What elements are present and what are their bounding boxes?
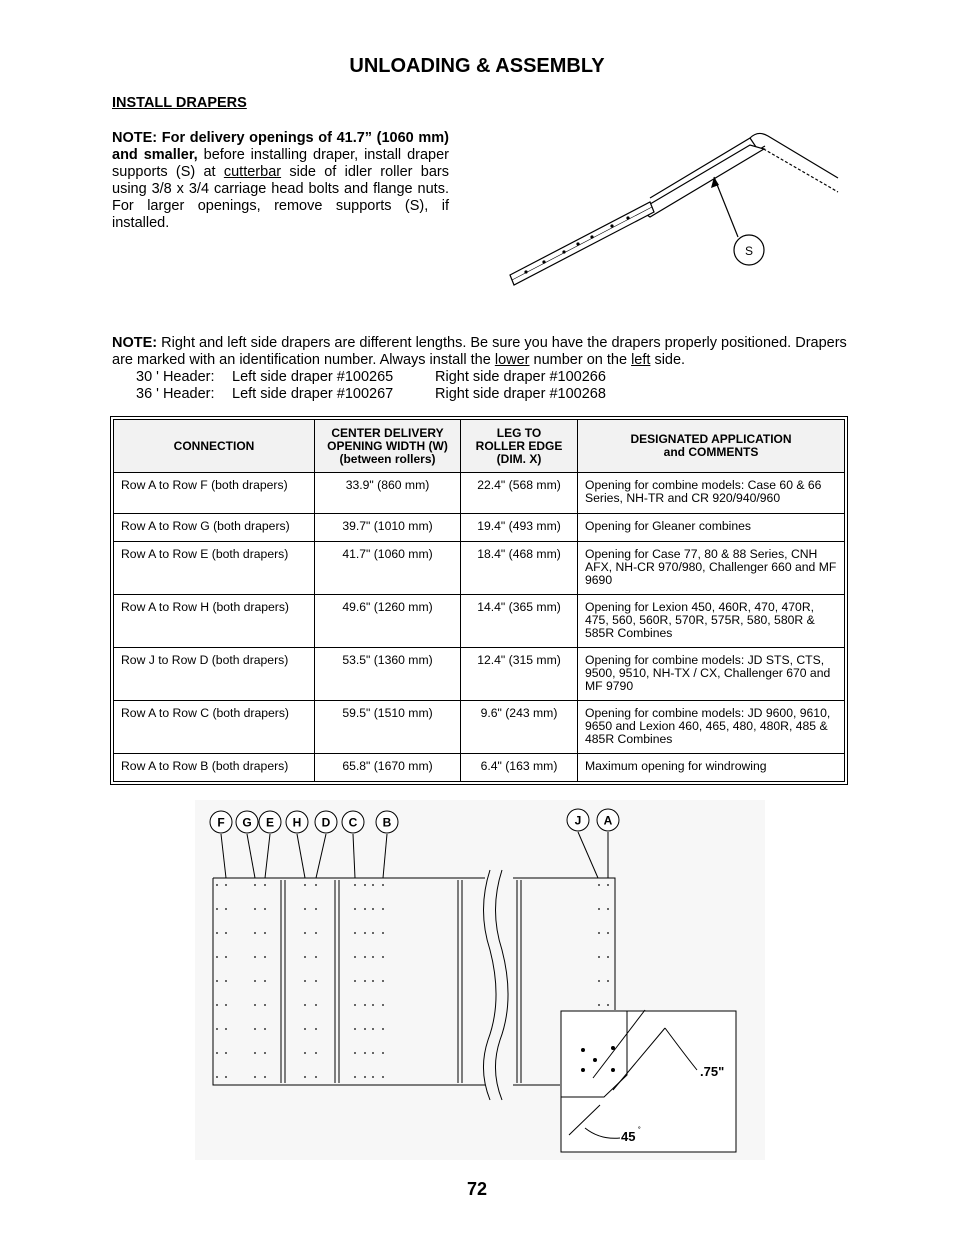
header-line: CENTER DELIVERY bbox=[331, 425, 444, 440]
hole-dot bbox=[315, 956, 317, 958]
support-callout-label: S bbox=[744, 244, 754, 258]
header-draper-row bbox=[112, 369, 852, 386]
hole-dot bbox=[382, 1028, 384, 1030]
hole-dot bbox=[225, 884, 227, 886]
hole-dot bbox=[598, 908, 600, 910]
hole-dot bbox=[254, 1076, 256, 1078]
hole-dot bbox=[598, 956, 600, 958]
hole-dot bbox=[216, 1004, 218, 1006]
cell-leg: 14.4" (365 mm) bbox=[461, 595, 578, 648]
hole-dot bbox=[315, 1004, 317, 1006]
table-header-row bbox=[114, 420, 845, 473]
hole-dot bbox=[607, 1004, 609, 1006]
hole-dot bbox=[264, 1076, 266, 1078]
hole-dot bbox=[254, 1028, 256, 1030]
header-line: OPENING WIDTH (W) bbox=[327, 438, 448, 453]
hole-dot bbox=[254, 932, 256, 934]
hole-dot bbox=[382, 908, 384, 910]
dimension-angle-unit: ˚ bbox=[638, 1126, 641, 1136]
header-size: 30 ' Header: bbox=[136, 369, 215, 385]
hole-dot bbox=[264, 1052, 266, 1054]
cell-width: 53.5" (1360 mm) bbox=[315, 648, 461, 701]
hole-dot bbox=[304, 1076, 306, 1078]
col-leg-to-roller bbox=[461, 420, 578, 473]
note1-text-b: side of idler roller bars using 3/8 x 3/4 carriage head bolts and flange nuts. For larger openings, remove supports (S), if installed. bbox=[112, 164, 449, 231]
hole-dot bbox=[598, 1004, 600, 1006]
header-line: (DIM. X) bbox=[496, 451, 542, 466]
table-row bbox=[114, 542, 845, 595]
right-draper-number: Right side draper #100268 bbox=[435, 386, 606, 402]
hole-dot bbox=[254, 884, 256, 886]
note2-text-b: number on the bbox=[529, 352, 632, 368]
table-row bbox=[114, 754, 845, 782]
hole-dot bbox=[315, 884, 317, 886]
hole-dot bbox=[315, 1028, 317, 1030]
header-line: and COMMENTS bbox=[663, 445, 759, 459]
cell-leg: 18.4" (468 mm) bbox=[461, 542, 578, 595]
hole-dot bbox=[354, 956, 356, 958]
hole-dot bbox=[225, 1028, 227, 1030]
hole-dot bbox=[264, 956, 266, 958]
dimension-offset-label: .75" bbox=[700, 1064, 725, 1079]
cell-connection: Row A to Row C (both drapers) bbox=[114, 701, 315, 754]
hole-dot bbox=[216, 932, 218, 934]
header-line: LEG TO bbox=[496, 425, 542, 440]
hole-dot bbox=[372, 980, 374, 982]
hole-dot bbox=[225, 908, 227, 910]
hole-dot bbox=[216, 1076, 218, 1078]
header-size: 36 ' Header: bbox=[136, 386, 215, 402]
row-callout-label: H bbox=[292, 815, 302, 830]
row-callout-label: F bbox=[217, 815, 225, 830]
hole-dot bbox=[598, 884, 600, 886]
page-number: 72 bbox=[466, 1179, 488, 1199]
hole-dot bbox=[254, 908, 256, 910]
hole-dot bbox=[304, 908, 306, 910]
hole-dot bbox=[354, 1052, 356, 1054]
section-heading: INSTALL DRAPERS bbox=[112, 95, 247, 111]
hole-dot bbox=[216, 980, 218, 982]
hole-dot bbox=[364, 980, 366, 982]
hole-dot bbox=[354, 908, 356, 910]
hole-dot bbox=[264, 908, 266, 910]
hole-dot bbox=[372, 1076, 374, 1078]
cell-leg: 9.6" (243 mm) bbox=[461, 701, 578, 754]
table-row bbox=[114, 595, 845, 648]
hole-dot bbox=[304, 884, 306, 886]
row-callout-label: E bbox=[265, 815, 275, 830]
table-row bbox=[114, 648, 845, 701]
cell-comment: Maximum opening for windrowing bbox=[578, 754, 845, 782]
page-title: UNLOADING & ASSEMBLY bbox=[349, 55, 605, 77]
hole-dot bbox=[607, 932, 609, 934]
cell-leg: 6.4" (163 mm) bbox=[461, 754, 578, 782]
cell-connection: Row A to Row F (both drapers) bbox=[114, 473, 315, 514]
hole-dot bbox=[254, 980, 256, 982]
hole-dot bbox=[304, 1052, 306, 1054]
note2-text-c: side. bbox=[650, 352, 686, 368]
hole-dot bbox=[304, 1028, 306, 1030]
cell-comment: Opening for Case 77, 80 & 88 Series, CNH AFX, NH-CR 970/980, Challenger 660 and MF 9690 bbox=[578, 542, 845, 595]
cell-width: 65.8" (1670 mm) bbox=[315, 754, 461, 782]
hole-dot bbox=[382, 980, 384, 982]
header-line: (between rollers) bbox=[339, 451, 436, 466]
note2-lower: lower bbox=[494, 352, 530, 368]
hole-dot bbox=[354, 1076, 356, 1078]
hole-dot bbox=[382, 1052, 384, 1054]
note-draper-lengths bbox=[112, 335, 852, 403]
dimension-angle-label: 45 bbox=[621, 1129, 636, 1144]
hole-dot bbox=[382, 884, 384, 886]
hole-dot bbox=[254, 1052, 256, 1054]
header-draper-row bbox=[112, 386, 852, 403]
header-line: ROLLER EDGE bbox=[475, 438, 563, 453]
note1-underlined: cutterbar bbox=[223, 164, 282, 180]
hole-dot bbox=[382, 1076, 384, 1078]
cell-width: 59.5" (1510 mm) bbox=[315, 701, 461, 754]
note2-left: left bbox=[631, 352, 651, 368]
cell-width: 33.9" (860 mm) bbox=[315, 473, 461, 514]
hole-dot bbox=[354, 884, 356, 886]
hole-dot bbox=[364, 932, 366, 934]
hole-dot bbox=[264, 932, 266, 934]
cell-connection: Row J to Row D (both drapers) bbox=[114, 648, 315, 701]
row-callout-label: C bbox=[348, 815, 358, 830]
hole-dot bbox=[264, 1028, 266, 1030]
note1-bold: NOTE: For delivery openings of 41.7” (1060 mm) and smaller, bbox=[112, 130, 449, 163]
header-line: DESIGNATED APPLICATION bbox=[630, 432, 792, 446]
hole-dot bbox=[315, 932, 317, 934]
hole-dot bbox=[216, 956, 218, 958]
hole-dot bbox=[372, 1028, 374, 1030]
hole-dot bbox=[364, 1076, 366, 1078]
hole-dot bbox=[225, 932, 227, 934]
hole-dot bbox=[598, 980, 600, 982]
hole-dot bbox=[216, 884, 218, 886]
cell-connection: Row A to Row E (both drapers) bbox=[114, 542, 315, 595]
note2-text-a: Right and left side drapers are different lengths. Be sure you have the drapers properly positioned. Drapers are marked with an identification number. Always install the bbox=[112, 335, 847, 368]
cell-width: 41.7" (1060 mm) bbox=[315, 542, 461, 595]
cell-connection: Row A to Row B (both drapers) bbox=[114, 754, 315, 782]
hole-dot bbox=[225, 1052, 227, 1054]
hole-dot bbox=[382, 932, 384, 934]
hole-dot bbox=[254, 1004, 256, 1006]
hole-dot bbox=[225, 980, 227, 982]
hole-dot bbox=[364, 1004, 366, 1006]
note2-label: NOTE: bbox=[112, 335, 158, 351]
left-draper-number: Left side draper #100267 bbox=[232, 386, 394, 402]
hole-dot bbox=[364, 956, 366, 958]
hole-dot bbox=[304, 980, 306, 982]
hole-dot bbox=[315, 908, 317, 910]
row-callout-label: B bbox=[382, 815, 392, 830]
hole-dot bbox=[225, 956, 227, 958]
hole-dot bbox=[372, 1052, 374, 1054]
hole-dot bbox=[354, 932, 356, 934]
cell-comment: Opening for Gleaner combines bbox=[578, 514, 845, 542]
hole-dot bbox=[315, 1076, 317, 1078]
hole-dot bbox=[607, 956, 609, 958]
cell-comment: Opening for Lexion 450, 460R, 470, 470R, 475, 560, 560R, 570R, 575R, 580, 580R & 585R Combines bbox=[578, 595, 845, 648]
hole-dot bbox=[304, 932, 306, 934]
col-connection: CONNECTION bbox=[114, 420, 315, 473]
hole-dot bbox=[372, 884, 374, 886]
hole-dot bbox=[315, 980, 317, 982]
note-delivery-openings bbox=[112, 130, 449, 232]
hole-dot bbox=[216, 1028, 218, 1030]
row-callout-label: D bbox=[321, 815, 331, 830]
table-row bbox=[114, 514, 845, 542]
hole-dot bbox=[372, 908, 374, 910]
right-draper-number: Right side draper #100266 bbox=[435, 369, 606, 385]
hole-dot bbox=[598, 932, 600, 934]
hole-dot bbox=[382, 956, 384, 958]
hole-dot bbox=[216, 908, 218, 910]
hole-dot bbox=[225, 1004, 227, 1006]
hole-dot bbox=[354, 1004, 356, 1006]
hole-dot bbox=[607, 908, 609, 910]
cell-leg: 12.4" (315 mm) bbox=[461, 648, 578, 701]
hole-dot bbox=[607, 884, 609, 886]
draper-support-illustration bbox=[500, 120, 845, 295]
hole-dot bbox=[364, 884, 366, 886]
hole-dot bbox=[225, 1076, 227, 1078]
table-row bbox=[114, 473, 845, 514]
hole-dot bbox=[372, 932, 374, 934]
row-callout-label: A bbox=[603, 813, 613, 828]
hole-dot bbox=[315, 1052, 317, 1054]
row-callout-label: G bbox=[242, 815, 252, 830]
hole-dot bbox=[364, 908, 366, 910]
cell-comment: Opening for combine models: JD STS, CTS, 9500, 9510, NH-TX / CX, Challenger 670 and MF 9790 bbox=[578, 648, 845, 701]
hole-dot bbox=[372, 1004, 374, 1006]
cell-width: 49.6" (1260 mm) bbox=[315, 595, 461, 648]
hole-dot bbox=[372, 956, 374, 958]
hole-dot bbox=[354, 1028, 356, 1030]
cell-leg: 19.4" (493 mm) bbox=[461, 514, 578, 542]
col-opening-width bbox=[315, 420, 461, 473]
hole-dot bbox=[264, 1004, 266, 1006]
hole-dot bbox=[382, 1004, 384, 1006]
cell-leg: 22.4" (568 mm) bbox=[461, 473, 578, 514]
cell-width: 39.7" (1010 mm) bbox=[315, 514, 461, 542]
hole-dot bbox=[304, 956, 306, 958]
cell-comment: Opening for combine models: Case 60 & 66 Series, NH-TR and CR 920/940/960 bbox=[578, 473, 845, 514]
left-draper-number: Left side draper #100265 bbox=[232, 369, 394, 385]
hole-dot bbox=[354, 980, 356, 982]
hole-dot bbox=[216, 1052, 218, 1054]
hole-dot bbox=[364, 1028, 366, 1030]
cell-comment: Opening for combine models: JD 9600, 9610, 9650 and Lexion 460, 465, 480, 480R, 485 & 485R Combines bbox=[578, 701, 845, 754]
draper-connection-table bbox=[110, 416, 848, 785]
hole-dot bbox=[364, 1052, 366, 1054]
cell-connection: Row A to Row G (both drapers) bbox=[114, 514, 315, 542]
hole-dot bbox=[264, 884, 266, 886]
draper-hole-diagram bbox=[195, 800, 765, 1160]
cell-connection: Row A to Row H (both drapers) bbox=[114, 595, 315, 648]
row-callout-label: J bbox=[574, 813, 582, 828]
hole-dot bbox=[607, 980, 609, 982]
table-row bbox=[114, 701, 845, 754]
hole-dot bbox=[264, 980, 266, 982]
hole-dot bbox=[254, 956, 256, 958]
note1-text-a: before installing draper, install draper supports (S) at bbox=[112, 147, 449, 180]
col-application bbox=[578, 420, 845, 473]
hole-dot bbox=[304, 1004, 306, 1006]
note2-paragraph bbox=[112, 335, 852, 369]
